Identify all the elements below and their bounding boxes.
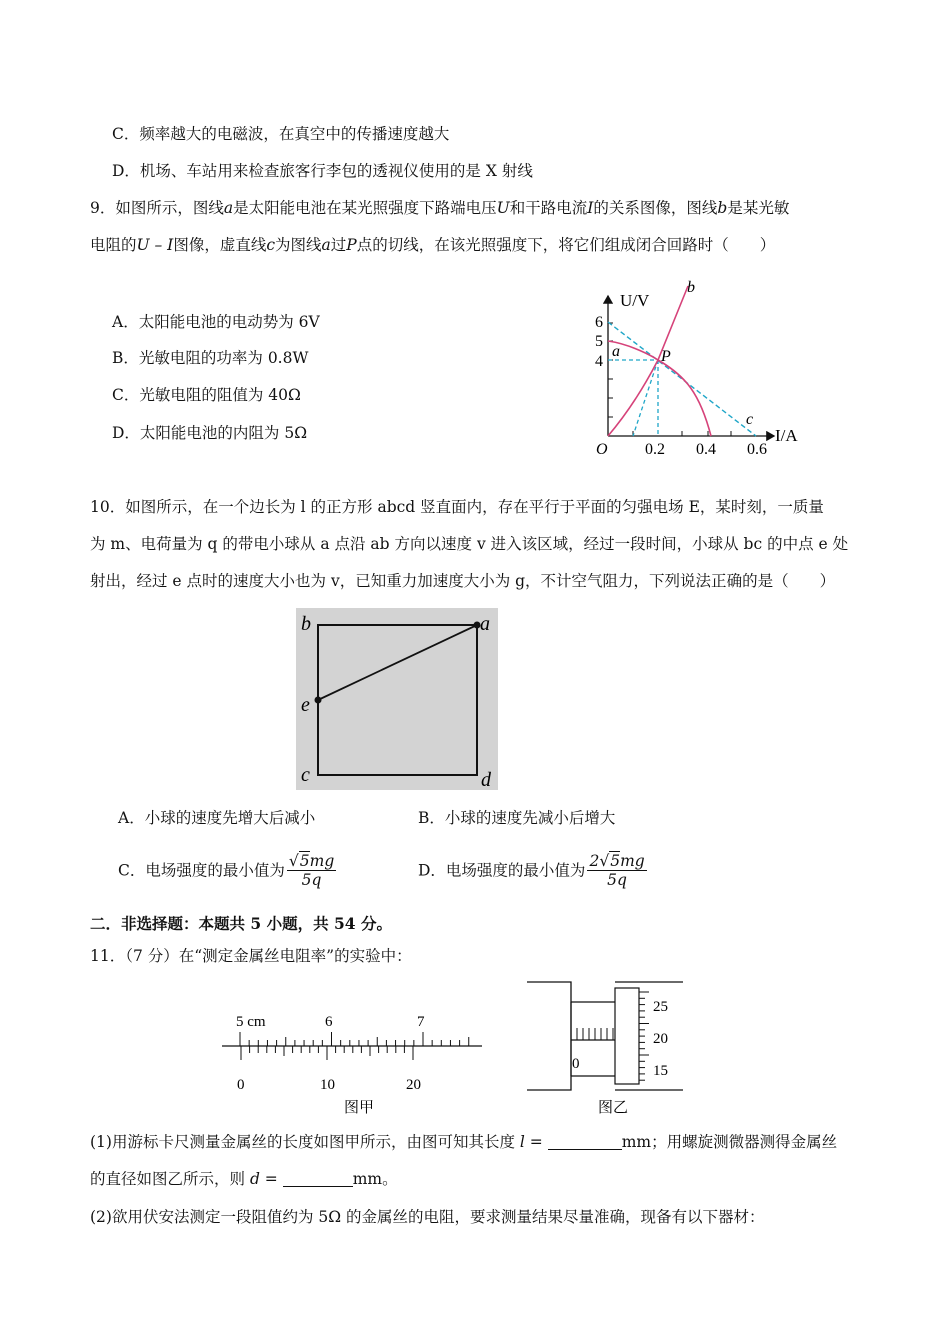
q9-option-c: C．光敏电阻的阻值为 40Ω <box>112 386 301 404</box>
q9-stem-line2: 电阻的U – I图像，虚直线c为图线a过P点的切线，在该光照强度下，将它们组成闭合回路时（ ） <box>90 236 776 254</box>
micrometer-figure <box>525 980 685 1118</box>
x-tick-label-0.4: 0.4 <box>696 441 716 458</box>
origin-label: O <box>596 441 608 458</box>
label-b: b <box>301 613 311 635</box>
vernier-label-0: 0 <box>237 1077 245 1093</box>
micrometer-anvil <box>527 982 571 1090</box>
figure-background <box>296 608 498 790</box>
diameter-answer-blank[interactable] <box>283 1171 353 1187</box>
main-label-7: 7 <box>417 1014 425 1030</box>
q10-stem-line1: 10．如图所示，在一个边长为 l 的正方形 abcd 竖直面内，存在平行于平面的匀强电场 E，某时刻，一质量 <box>90 498 824 516</box>
q9-stem-line1: 9．如图所示，图线a是太阳能电池在某光照强度下路端电压U和干路电流I的关系图像，图线b是某光敏 <box>90 199 790 217</box>
q11-stem: 11．（7 分）在“测定金属丝电阻率”的实验中： <box>90 947 412 965</box>
x-tick-label-0.6: 0.6 <box>747 441 767 458</box>
q9-option-b: B．光敏电阻的功率为 0.8W <box>112 349 309 367</box>
label-a: a <box>480 613 490 635</box>
q10-option-a: A．小球的速度先增大后减小 <box>118 809 316 827</box>
sleeve-label-0: 0 <box>572 1056 580 1072</box>
section2-heading: 二．非选择题：本题共 5 小题，共 54 分。 <box>90 914 392 933</box>
q11-part1-line2: 的直径如图乙所示，则 d = mm。 <box>90 1170 398 1188</box>
q8-option-c: C．频率越大的电磁波，在真空中的传播速度越大 <box>112 125 450 143</box>
q9-option-d: D．太阳能电池的内阻为 5Ω <box>112 424 308 442</box>
q8-option-d: D．机场、车站用来检查旅客行李包的透视仪使用的是 X 射线 <box>112 162 533 180</box>
vernier-caliper-figure <box>216 1006 488 1118</box>
q10-option-c: C．电场强度的最小值为 $\frac{√5mg}{5q}$ <box>118 852 335 889</box>
line-c-label: c <box>746 411 754 428</box>
q10-stem-line2: 为 m、电荷量为 q 的带电小球从 a 点沿 ab 方向以速度 v 进入该区域，经过一段时间，小球从 bc 的中点 e 处 <box>90 535 849 553</box>
length-answer-blank[interactable] <box>548 1134 622 1150</box>
q10-stem-line3: 射出，经过 e 点时的速度大小也为 v，已知重力加速度大小为 g，不计空气阻力，下列说法正确的是（ ） <box>90 572 836 590</box>
q10-option-d: D．电场强度的最小值为 $\frac{2√5mg}{5q}$ <box>418 852 645 889</box>
thimble-label-20: 20 <box>653 1031 668 1047</box>
sleeve-ticks <box>577 1028 613 1040</box>
q9-option-a: A．太阳能电池的电动势为 6V <box>112 313 320 331</box>
vernier-label-20: 20 <box>406 1077 421 1093</box>
q10-option-b: B．小球的速度先减小后增大 <box>418 809 616 827</box>
vernier-label-10: 10 <box>320 1077 335 1093</box>
q10-square-figure <box>296 608 498 790</box>
label-e: e <box>301 694 310 716</box>
thimble-ticks <box>639 992 649 1080</box>
q11-part2: (2)欲用伏安法测定一段阻值约为 5Ω 的金属丝的电阻，要求测量结果尽量准确，现备有以下器材： <box>90 1208 765 1226</box>
main-scale-ticks <box>240 1032 469 1046</box>
point-p-label: P <box>661 348 671 365</box>
label-c: c <box>301 764 310 786</box>
point-e <box>315 697 322 704</box>
main-label-5cm: 5 cm <box>236 1014 266 1030</box>
curve-a-label: a <box>612 343 620 360</box>
thimble-label-25: 25 <box>653 999 668 1015</box>
curve-b-label: b <box>687 279 695 296</box>
main-label-6: 6 <box>325 1014 333 1030</box>
y-tick-label-5: 5 <box>595 333 603 350</box>
q9-ui-graph <box>590 276 810 462</box>
y-tick-label-4: 4 <box>595 353 603 370</box>
q11-part1-line1: (1)用游标卡尺测量金属丝的长度如图甲所示，由图可知其长度 l = mm；用螺旋测微器测得金属丝 <box>90 1133 838 1151</box>
y-tick-label-6: 6 <box>595 314 603 331</box>
vernier-scale-ticks <box>241 1046 413 1060</box>
x-tick-label-0.2: 0.2 <box>645 441 665 458</box>
thimble <box>615 988 639 1084</box>
option-d-fraction: $\frac{2√5mg}{5q}$ <box>589 852 645 889</box>
caliper-caption: 图甲 <box>344 1100 375 1116</box>
tangent-line-c <box>608 322 756 436</box>
y-axis-label: U/V <box>620 291 650 310</box>
option-c-fraction: $\frac{√5mg}{5q}$ <box>288 852 335 889</box>
label-d: d <box>481 769 491 790</box>
thimble-label-15: 15 <box>653 1063 668 1079</box>
micrometer-caption: 图乙 <box>598 1100 629 1116</box>
x-axis-label: I/A <box>775 426 798 445</box>
